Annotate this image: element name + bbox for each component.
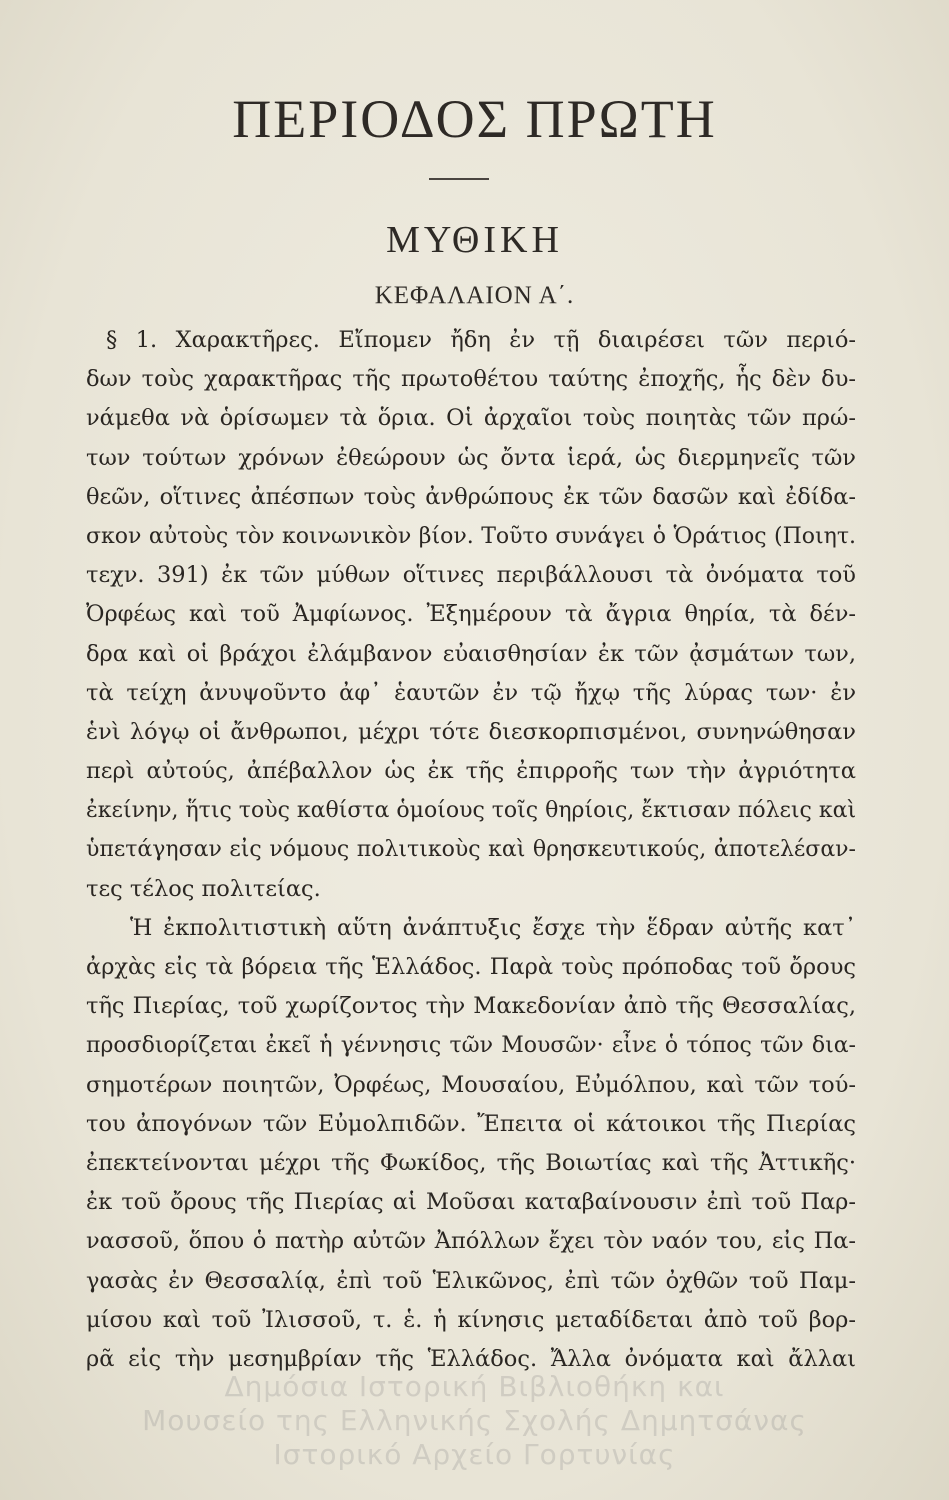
- text-line: τεχν. 391) ἐκ τῶν μύθων οἵτινες περιβάλλουσι τὰ ὀνόματα τοῦ: [86, 562, 856, 589]
- text-line: νάμεθα νὰ ὁρίσωμεν τὰ ὅρια. Οἱ ἀρχαῖοι τοὺς ποιητὰς τῶν πρώ-: [86, 405, 856, 432]
- watermark-line: Μουσείο της Ελληνικής Σχολής Δημητσάνας: [142, 1404, 807, 1437]
- text-line: γασὰς ἐν Θεσσαλίᾳ, ἐπὶ τοῦ Ἑλικῶνος, ἐπὶ τῶν ὀχθῶν τοῦ Παμ-: [86, 1267, 856, 1294]
- part-title: ΠΕΡΙΟΔΟΣ ΠΡΩΤΗ: [232, 89, 717, 149]
- text-line: Ἡ ἐκπολιτιστικὴ αὕτη ἀνάπτυξις ἔσχε τὴν ἕδραν αὐτῆς κατ᾽: [130, 914, 856, 941]
- text-line: του ἀπογόνων τῶν Εὐμολπιδῶν. Ἔπειτα οἱ κάτοικοι τῆς Πιερίας: [86, 1110, 856, 1137]
- text-line: τὰ τείχη ἀνυψοῦντο ἀφ᾽ ἑαυτῶν ἐν τῷ ἤχῳ τῆς λύρας των· ἐν: [86, 679, 856, 706]
- text-line: μίσου καὶ τοῦ Ἰλισσοῦ, τ. ἑ. ἡ κίνησις μεταδίδεται ἀπὸ τοῦ βορ-: [86, 1306, 856, 1333]
- text-line: ἑνὶ λόγῳ οἱ ἄνθρωποι, μέχρι τότε διεσκορπισμένοι, συνηνώθησαν: [86, 718, 856, 745]
- chapter-heading: ΚΕΦΑΛΑΙΟΝ Α΄.: [374, 282, 575, 309]
- text-line: § 1. Χαρακτῆρες. Εἴπομεν ἤδη ἐν τῇ διαιρέσει τῶν περιό-: [106, 327, 856, 353]
- text-line: ἐπεκτείνονται μέχρι τῆς Φωκίδος, τῆς Βοιωτίας καὶ τῆς Ἀττικῆς·: [86, 1149, 856, 1176]
- text-line: ὑπετάγησαν εἰς νόμους πολιτικοὺς καὶ θρησκευτικούς, ἀποτελέσαν-: [86, 837, 856, 863]
- body-text: [86, 321, 856, 1379]
- text-line: των τούτων χρόνων ἐθεώρουν ὡς ὄντα ἱερά, ὡς διερμηνεῖς τῶν: [86, 444, 856, 471]
- text-line: ἐκ τοῦ ὄρους τῆς Πιερίας αἱ Μοῦσαι καταβαίνουσιν ἐπὶ τοῦ Παρ-: [86, 1189, 856, 1216]
- text-line: προσδιορίζεται ἐκεῖ ἡ γέννησις τῶν Μουσῶν· εἶνε ὁ τόπος τῶν δια-: [86, 1033, 856, 1059]
- watermark-line: Δημόσια Ιστορική Βιβλιοθήκη και: [224, 1370, 725, 1403]
- text-line: δων τοὺς χαρακτῆρας τῆς πρωτοθέτου ταύτης ἐποχῆς, ἧς δὲν δυ-: [86, 366, 856, 393]
- text-line: περὶ αὐτούς, ἀπέβαλλον ὡς ἐκ τῆς ἐπιρροῆς των τὴν ἀγριότητα: [86, 758, 856, 785]
- text-line: σκον αὐτοὺς τὸν κοινωνικὸν βίον. Τοῦτο συνάγει ὁ Ὁράτιος (Ποιητ.: [86, 523, 856, 549]
- subtitle: ΜΥΘΙΚΗ: [386, 219, 563, 261]
- watermark-line: Ιστορικό Αρχείο Γορτυνίας: [273, 1438, 676, 1471]
- text-line: θεῶν, οἵτινες ἀπέσπων τοὺς ἀνθρώπους ἐκ τῶν δασῶν καὶ ἐδίδα-: [86, 483, 856, 510]
- text-line: σημοτέρων ποιητῶν, Ὀρφέως, Μουσαίου, Εὐμόλπου, καὶ τῶν τού-: [86, 1071, 856, 1098]
- title-rule: [429, 178, 489, 180]
- text-line: ρᾶ εἰς τὴν μεσημβρίαν τῆς Ἑλλάδος. Ἄλλα ὀνόματα καὶ ἄλλαι: [86, 1345, 856, 1372]
- text-line: ἐκείνην, ἥτις τοὺς καθίστα ὁμοίους τοῖς θηρίοις, ἔκτισαν πόλεις καὶ: [86, 798, 856, 824]
- text-line: ἀρχὰς εἰς τὰ βόρεια τῆς Ἑλλάδος. Παρὰ τοὺς πρόποδας τοῦ ὄρους: [86, 954, 856, 980]
- text-line: νασσοῦ, ὅπου ὁ πατὴρ αὐτῶν Ἀπόλλων ἔχει τὸν ναόν του, εἰς Πα-: [86, 1228, 856, 1255]
- text-line: Ὀρφέως καὶ τοῦ Ἀμφίωνος. Ἐξημέρουν τὰ ἄγρια θηρία, τὰ δέν-: [86, 601, 856, 628]
- text-line: δρα καὶ οἱ βράχοι ἐλάμβανον εὐαισθησίαν ἐκ τῶν ᾀσμάτων των,: [86, 640, 856, 667]
- text-line: τες τέλος πολιτείας.: [86, 875, 321, 902]
- text-line: τῆς Πιερίας, τοῦ χωρίζοντος τὴν Μακεδονίαν ἀπὸ τῆς Θεσσαλίας,: [86, 993, 856, 1020]
